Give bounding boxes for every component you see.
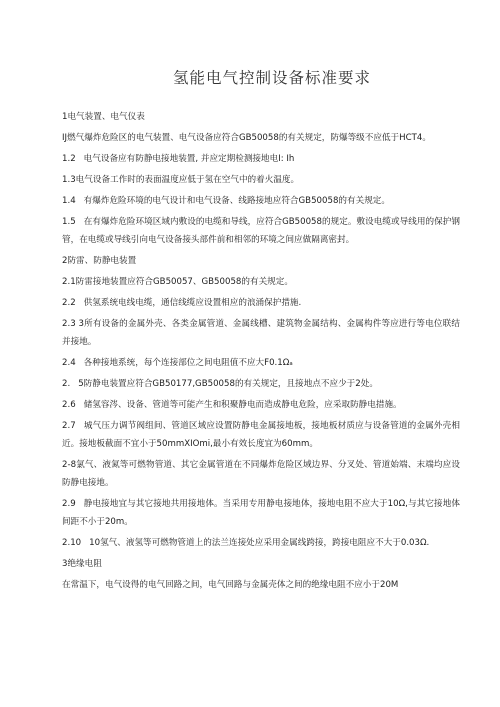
paragraph-1-4: 1.4 有爆炸危险环境的电气设计和电气设备、线路接地应符合GB50058的有关规定。 bbox=[62, 196, 390, 206]
paragraph-1-3: 1.3电气设备工作时的表面温度应低于氢在空气中的着火温度。 bbox=[62, 175, 300, 185]
paragraph-2-8: 2-8氯气、液氮等可燃物管道、其它金属管道在不同爆炸危险区域边界、分叉处、管道始端、末端均应设防静电接地。 bbox=[62, 460, 460, 488]
paragraph-2-7: 2.7 城气压力调节阀组间、管道区域应设置防静电金属接地板，接地板材质应与设备管道的金属外壳相近。接地板截面不宜小于50mmXIOmi,最小有效长度宜为60mm。 bbox=[62, 421, 460, 449]
paragraph-1-2: 1.2 电气设备应有防静电接地装置, 并应定期检测接地电I: Ih bbox=[62, 154, 295, 164]
paragraph-1-1: IJ燃气爆炸危险区的电气装置、电气设备应符合GB50058的有关规定，防爆等级不应低于HCT4。 bbox=[62, 133, 431, 143]
paragraph-2-9: 2.9 静电接地宜与其它接地共用接地体。当采用专用静电接地体，接地电阻不应大于10Ω,与其它接地体间距不小于20m。 bbox=[62, 499, 460, 527]
section-heading-1: 1电气装置、电气仪表 bbox=[62, 112, 145, 122]
paragraph-2-2: 2.2 供氢系统电线电缆，通信线缆应设置相应的浪涌保护措施. bbox=[62, 298, 302, 308]
document-title: 氢能电气控制设备标准要求 bbox=[172, 69, 371, 87]
paragraph-3-1: 在常温下，电气设得的电气回路之间，电气回路与金属壳体之间的绝缘电阻不应小于20M bbox=[62, 580, 399, 590]
paragraph-2-6: 2.6 储氢容涔、设备、管道等可能产生和积聚静电而造成静电危险，应采取防静电措施。 bbox=[62, 400, 402, 410]
paragraph-2-5: 2. 5防静电装置应符合GB50177,GB50058的有关规定，且接地点不应少于2处。 bbox=[62, 379, 378, 389]
section-heading-2: 2防雷、防静电装置 bbox=[62, 256, 137, 266]
paragraph-2-1: 2.1防雷接地装置应符合GB50057、GB50058的有关规定。 bbox=[62, 277, 293, 287]
paragraph-2-4: 2.4 各种接地系统，每个连接部位之间电阻值不应大F0.1Ωₐ bbox=[62, 358, 293, 368]
paragraph-1-5: 1.5 在有爆炸危险环境区域内敷设的电缆和导线，应符合GB50058的规定。敷设电缆或导线用的保护钢管，在电缆或导线引向电气设备接头部件前和相邻的环境之间应做隔离密封。 bbox=[62, 217, 460, 245]
section-heading-3: 3绝缘电阻 bbox=[62, 559, 102, 569]
paragraph-2-3: 2.3 3所有设备的金属外壳、各类金属管道、金属线槽、建筑物金属结构、金属构件等应进行等电位联结并接地。 bbox=[62, 319, 460, 347]
paragraph-2-10: 2.10 10氢气、液氢等可燃物管道上的法兰连接处应采用金属线跨接，跨接电阻应不大于0.03Ω. bbox=[62, 538, 430, 548]
